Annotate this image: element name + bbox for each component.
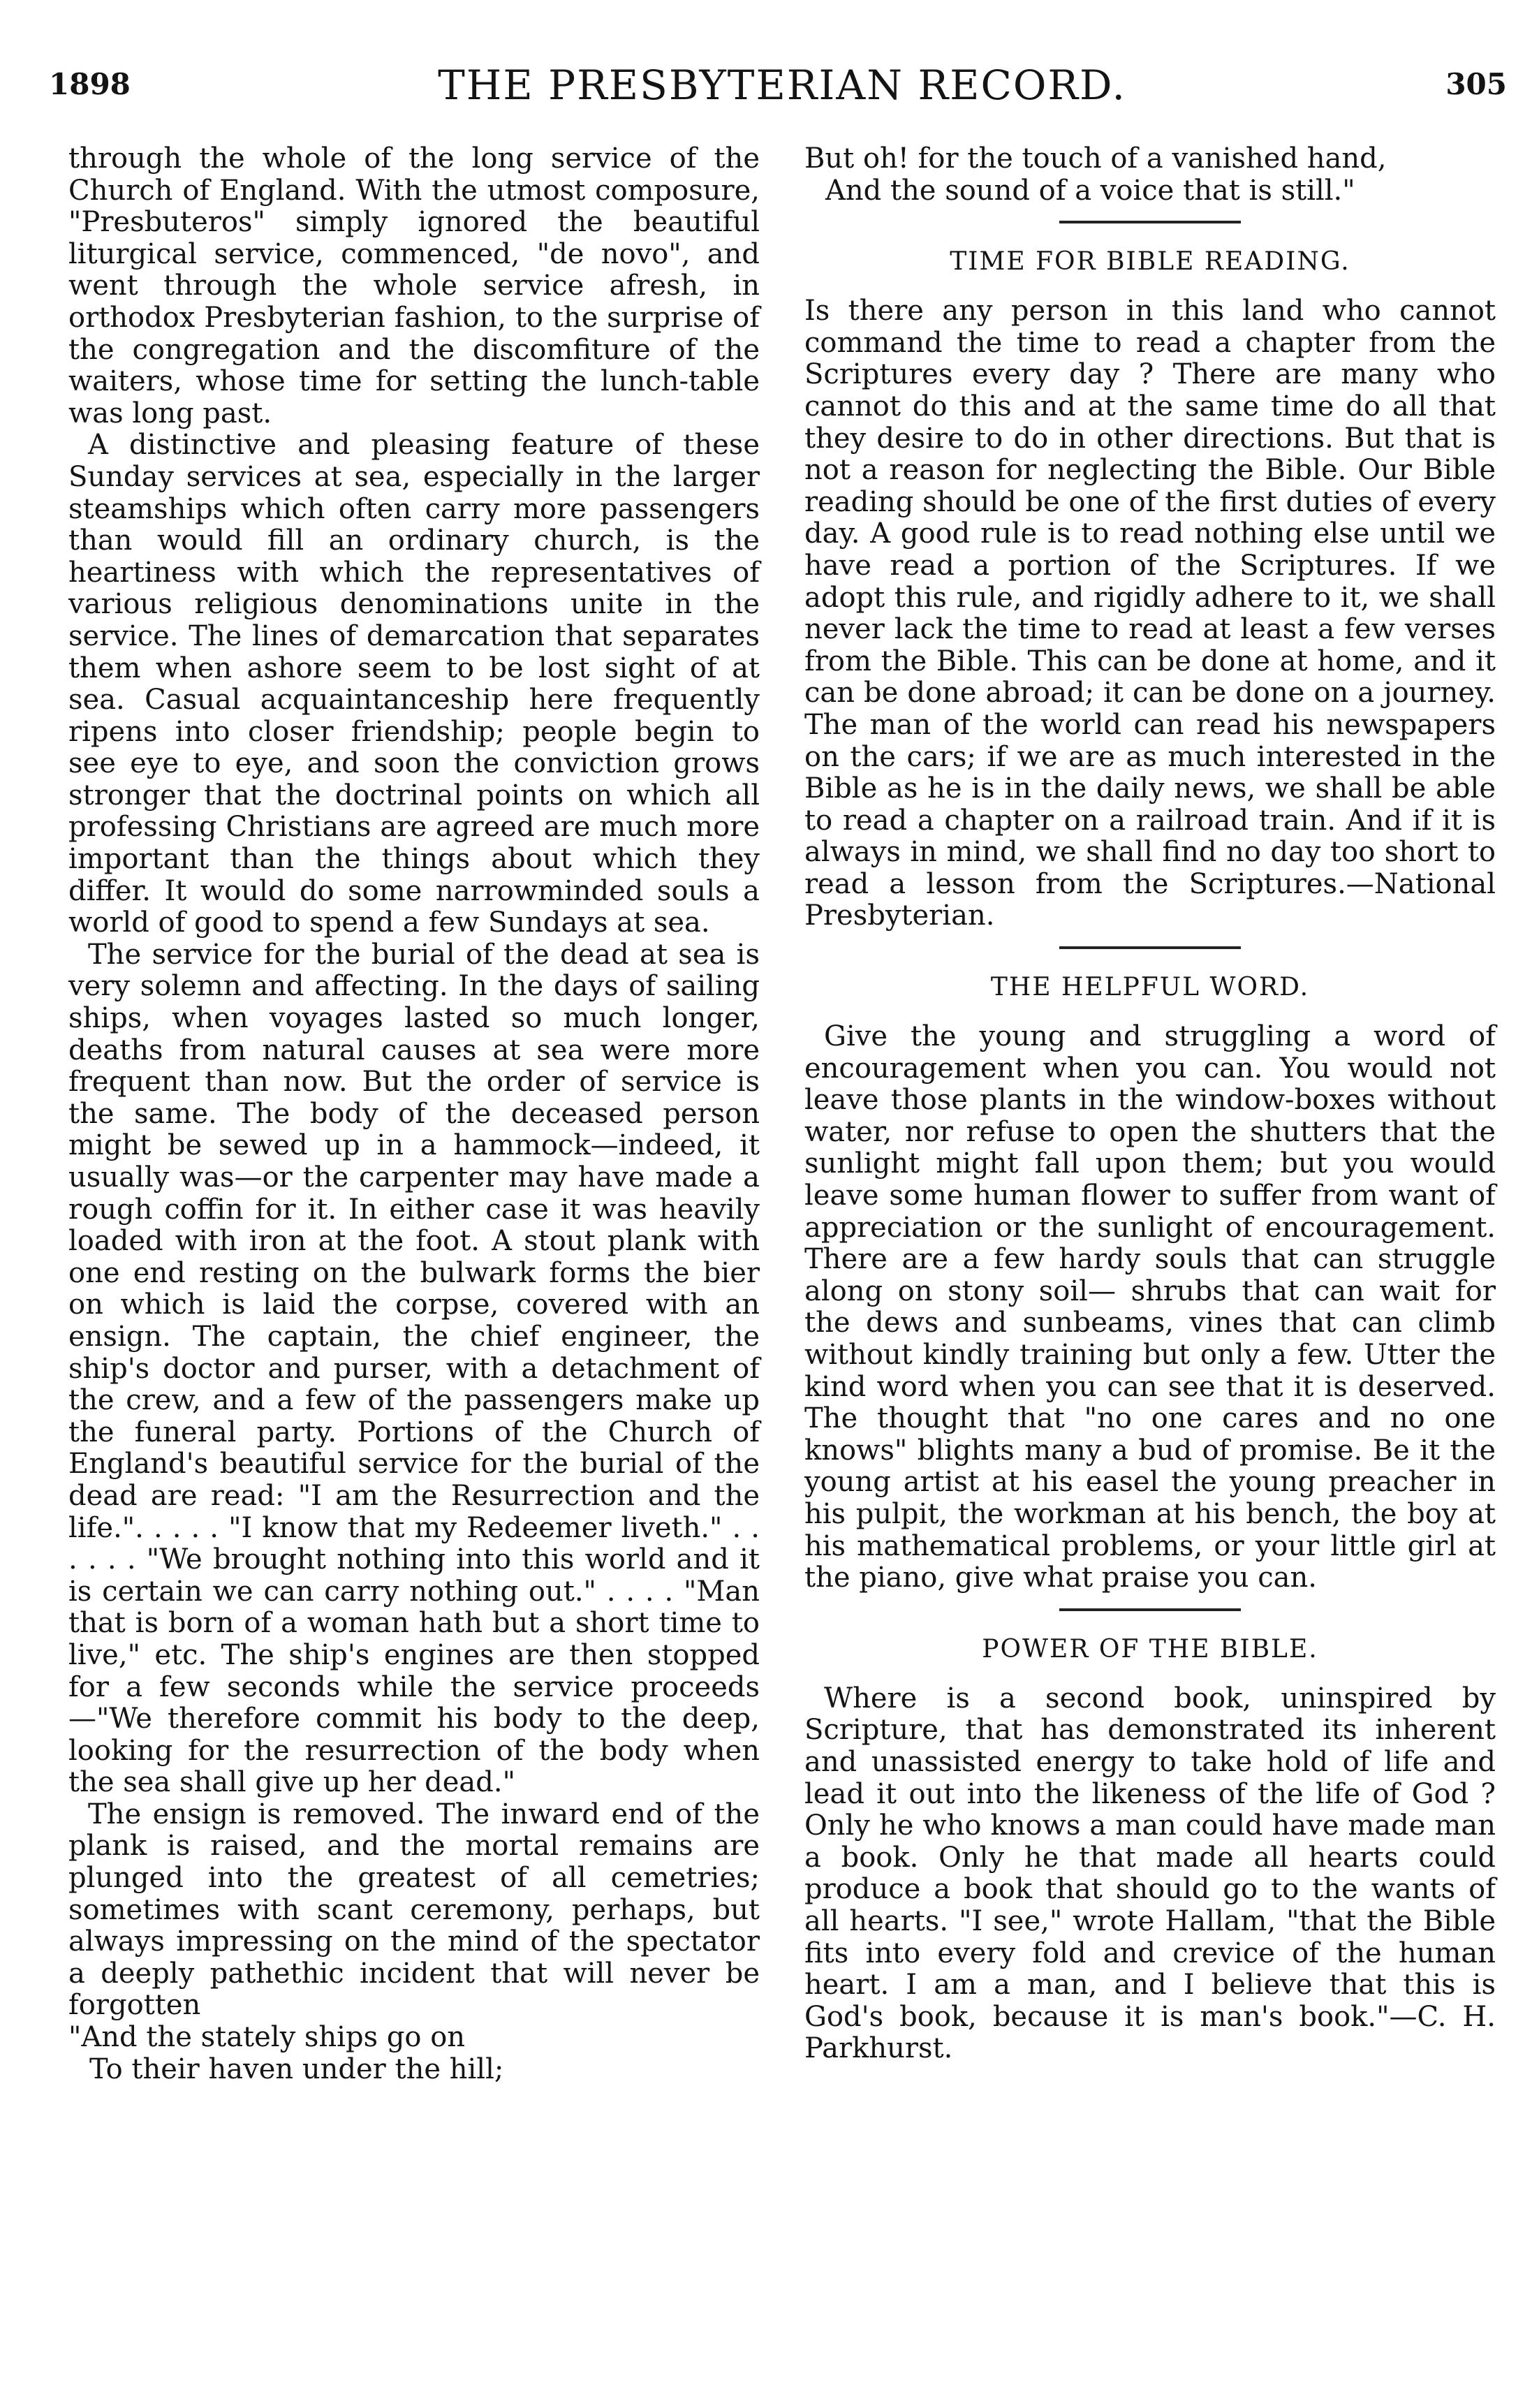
section-heading: POWER OF THE BIBLE. [982,1634,1318,1664]
section-heading: TIME FOR BIBLE READING. [950,247,1350,277]
verse-line: And the sound of a voice that is still." [825,174,1355,207]
verse-line: "And the stately ships go on [68,2021,466,2054]
page-header [49,61,1515,117]
right-column [804,143,1496,2065]
divider [1059,946,1241,949]
divider [1059,1608,1241,1611]
left-column [68,143,760,2085]
paragraph: The service for the burial of the dead at sea is very solemn and affecting. In the days of sailing ships, when voyages lasted so much longer, deaths from natural causes at sea were more frequent than now. But the order of service is the same. The body of the deceased person might be sewed up in a hammock—indeed, it usually was—or the carpenter may have made a rough coffin for it. In either case it was heavily loaded with iron at the foot. A stout plank with one end resting on the bulwark forms the bier on which is laid the corpse, covered with an ensign. The captain, the chief engineer, the ship's doctor and purser, with a detachment of the crew, and a few of the passengers make up the funeral party. Portions of the Church of England's beautiful service for the burial of the dead are read: "I am the Resurrection and the life.". . . . . "I know that my Redeemer liveth." . . . . . . "We brought nothing into this world and it is certain we can carry nothing out." . . . . "Man that is born of a woman hath but a short time to live," etc. The ship's engines are then stopped for a few seconds while the service proceeds—"We therefore commit his body to the deep, looking for the resurrection of the body when the sea shall give up her dead." [68,938,760,1799]
divider [1059,221,1241,223]
paragraph: Where is a second book, uninspired by Scripture, that has demonstrated its inherent and unassisted energy to take hold of life and lead it out into the likeness of the life of God ? Only he who knows a man could have made man a book. Only he that made all hearts could produce a book that should go to the wants of all hearts. "I see," wrote Hallam, "that the Bible fits into every fold and crevice of the human heart. I am a man, and I believe that this is God's book, because it is man's book."—C. H. Parkhurst. [804,1682,1496,2065]
paragraph: A distinctive and pleasing feature of these Sunday services at sea, especially in the larger steamships which often carry more passengers than would fill an ordinary church, is the heartiness with which the representatives of various religious denominations unite in the service. The lines of demarcation that separates them when ashore seem to be lost sight of at sea. Casual acquaintanceship here frequently ripens into closer friendship; people begin to see eye to eye, and soon the conviction grows stronger that the doctrinal points on which all professing Christians are agreed are much more important than the things about which they differ. It would do some narrowminded souls a world of good to spend a few Sundays at sea. [68,429,760,939]
section-heading: THE HELPFUL WORD. [990,973,1310,1002]
verse-line: But oh! for the touch of a vanished hand, [804,142,1387,175]
header-page-number: 305 [1445,67,1507,101]
paragraph: Is there any person in this land who cannot command the time to read a chapter from the Scriptures every day ? There are many who cannot do this and at the same time do all that they desire to do in other directions. But that is not a reason for neglecting the Bible. Our Bible reading should be one of the first duties of every day. A good rule is to read nothing else until we have read a portion of the Scriptures. If we adopt this rule, and rigidly adhere to it, we shall never lack the time to read at least a few verses from the Bible. This can be done at home, and it can be done abroad; it can be done on a journey. The man of the world can read his newspapers on the cars; if we are as much interested in the Bible as he is in the daily news, we shall be able to read a chapter on a railroad train. And if it is always in mind, we shall find no day too short to read a lesson from the Scriptures.—National Presbyterian. [804,295,1496,932]
paragraph: Give the young and struggling a word of encouragement when you can. You would not leave those plants in the window-boxes without water, nor refuse to open the shutters that the sunlight might fall upon them; but you would leave some human flower to suffer from want of appreciation or the sunlight of encouragement. There are a few hardy souls that can struggle along on stony soil— shrubs that can wait for the dews and sunbeams, vines that can climb without kindly training but only a few. Utter the kind word when you can see that it is deserved. The thought that "no one cares and no one knows" blights many a bud of promise. Be it the young artist at his easel the young preacher in his pulpit, the workman at his bench, the boy at his mathematical problems, or your little girl at the piano, give what praise you can. [804,1020,1496,1594]
paragraph: through the whole of the long service of the Church of England. With the utmost composure, "Presbuteros" simply ignored the beautiful liturgical service, commenced, "de novo", and went through the whole service afresh, in orthodox Presbyterian fashion, to the surprise of the congregation and the discomfiture of the waiters, whose time for setting the lunch-table was long past. [68,142,760,430]
verse-line: To their haven under the hill; [89,2053,504,2085]
verse [804,143,1496,207]
paragraph: The ensign is removed. The inward end of the plank is raised, and the mortal remains are plunged into the greatest of all cemetries; sometimes with scant ceremony, perhaps, but always impressing on the mind of the spectator a deeply pathethic incident that will never be forgotten [68,1798,760,2022]
verse [68,2022,760,2085]
header-title: THE PRESBYTERIAN RECORD. [438,61,1126,109]
header-year: 1898 [49,67,131,101]
